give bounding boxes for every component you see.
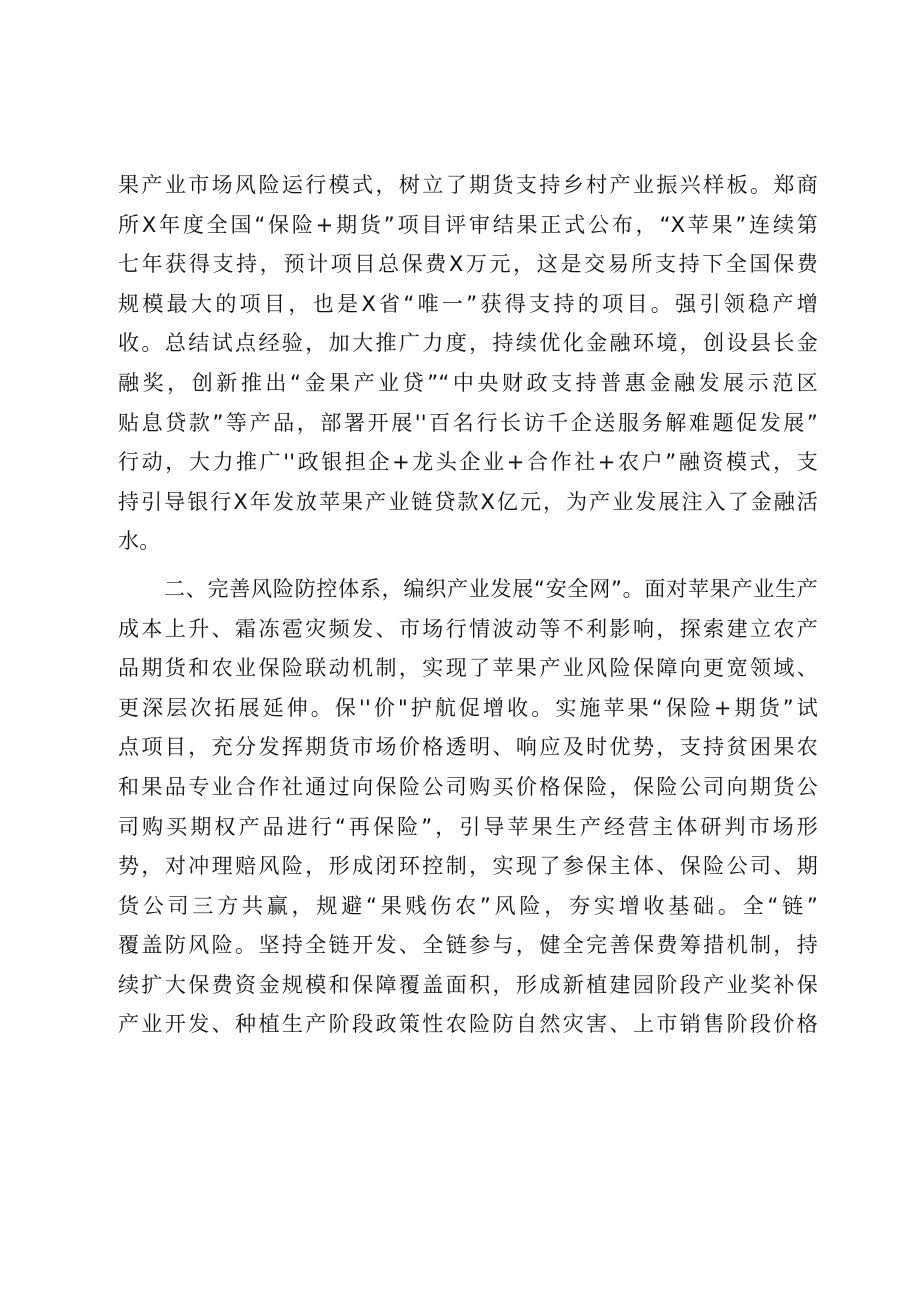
- paragraph-1: [118, 166, 818, 562]
- text-line: 品期货和农业保险联动机制，实现了苹果产业风险保障向更宽领域、: [118, 656, 818, 681]
- text-line: 产业开发、种植生产阶段政策性农险防自然灾害、上市销售阶段价格: [118, 1012, 818, 1037]
- section-heading-continuation: 面对苹果产业生产: [644, 576, 818, 601]
- text-line: 收。总结试点经验，加大推广力度，持续优化金融环境，创设县长金: [118, 331, 818, 356]
- text-line: 行动，大力推广''政银担企+龙头企业+合作社+农户”融资模式，支: [118, 450, 818, 475]
- text-line: 贴息贷款”等产品，部署开展''百名行长访千企送服务解难题促发展”: [118, 410, 818, 435]
- document-body: [118, 166, 818, 1045]
- text-line: 七年获得支持，预计项目总保费X万元，这是交易所支持下全国保费: [118, 252, 818, 277]
- text-line: 点项目，充分发挥期货市场价格透明、响应及时优势，支持贫困果农: [118, 735, 818, 760]
- text-line: 司购买期权产品进行“再保险”，引导苹果生产经营主体研判市场形: [118, 814, 818, 839]
- text-line: 所X年度全国“保险+期货”项目评审结果正式公布，“X苹果”连续第: [118, 212, 818, 237]
- text-line: 更深层次拓展延伸。保''价"护航促增收。实施苹果“保险+期货”试: [118, 695, 818, 720]
- paragraph-2: [118, 570, 818, 1045]
- text-line: 融奖，创新推出“金果产业贷”“中央财政支持普惠金融发展示范区: [118, 370, 818, 395]
- paragraph-gap: [118, 562, 818, 570]
- text-line-first: [118, 570, 818, 610]
- text-line: 和果品专业合作社通过向保险公司购买价格保险，保险公司向期货公: [118, 774, 818, 799]
- text-line: 续扩大保费资金规模和保障覆盖面积，形成新植建园阶段产业奖补保: [118, 972, 818, 997]
- text-line: 势，对冲理赔风险，形成闭环控制，实现了参保主体、保险公司、期: [118, 854, 818, 879]
- text-line: 成本上升、霜冻雹灾频发、市场行情波动等不利影响，探索建立农产: [118, 616, 818, 641]
- text-line: 覆盖防风险。坚持全链开发、全链参与，健全完善保费筹措机制，持: [118, 933, 818, 958]
- text-line: 水。: [118, 529, 161, 554]
- text-line: 果产业市场风险运行模式，树立了期货支持乡村产业振兴样板。郑商: [118, 173, 818, 197]
- text-line: 规模最大的项目，也是X省“唯一”获得支持的项目。强引领稳产增: [118, 291, 818, 316]
- section-heading: 二、完善风险防控体系，编织产业发展“安全网”。: [164, 576, 645, 601]
- text-line: 持引导银行X年发放苹果产业链贷款X亿元，为产业发展注入了金融活: [118, 489, 818, 514]
- text-line: 货公司三方共赢，规避“果贱伤农”风险，夯实增收基础。全“链”: [118, 893, 818, 918]
